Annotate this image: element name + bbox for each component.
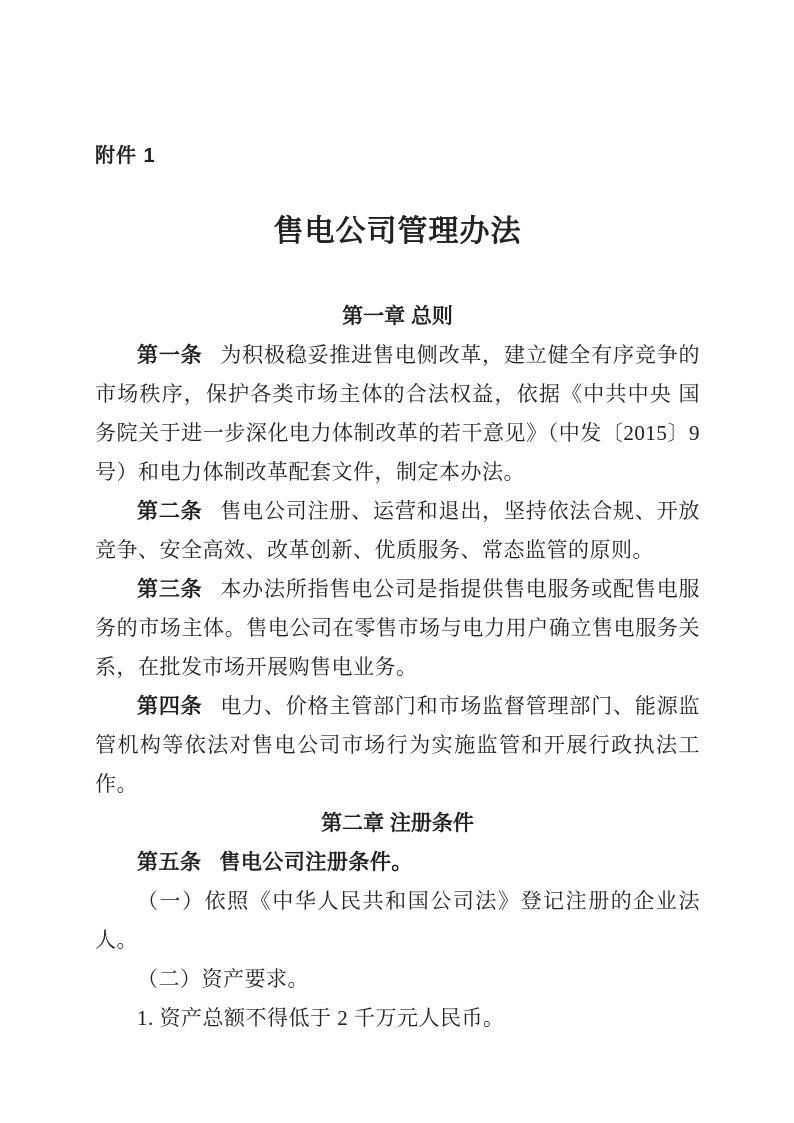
article-3-text: 本办法所指售电公司是指提供售电服务或配售电服务的市场主体。售电公司在零售市场与电力用户确立售电服务关系，在批发市场开展购售电业务。 (95, 577, 701, 679)
chapter-1-heading: 第一章 总则 (342, 305, 453, 328)
attachment-label: 附件 1 (95, 145, 156, 167)
article-4-label: 第四条 (137, 695, 203, 718)
article-3-paragraph (95, 570, 700, 687)
article-2-label: 第二条 (137, 500, 203, 523)
article-4-text: 电力、价格主管部门和市场监督管理部门、能源监管机构等依法对售电公司市场行为实施监管和开展行政执法工作。 (95, 694, 701, 796)
article-5-label: 第五条 (137, 851, 202, 874)
list-item-3: 1. 资产总额不得低于 2 千万元人民币。 (137, 1006, 505, 1030)
article-2-text: 售电公司注册、运营和退出，坚持依法合规、开放竞争、安全高效、改革创新、优质服务、常态监管的原则。 (95, 499, 701, 562)
article-4-paragraph (95, 687, 700, 804)
article-3-label: 第三条 (137, 578, 203, 601)
list-item-1: （一）依照《中华人民共和国公司法》登记注册的企业法人。 (95, 889, 700, 952)
article-1-text: 为积极稳妥推进售电侧改革，建立健全有序竞争的市场秩序，保护各类市场主体的合法权益，依据《中共中央 国务院关于进一步深化电力体制改革的若干意见》（中发〔2015〕9 号）和电力体制改革配套文件，制定本办法。 (95, 343, 701, 484)
article-1-paragraph (95, 336, 700, 492)
list-item-2: （二）资产要求。 (137, 967, 309, 991)
article-1-label: 第一条 (137, 344, 203, 367)
document-title: 售电公司管理办法 (273, 215, 522, 248)
article-5-paragraph (95, 843, 700, 882)
article-2-paragraph (95, 492, 700, 570)
article-5-text: 售电公司注册条件。 (219, 850, 413, 874)
chapter-2-heading: 第二章 注册条件 (321, 812, 474, 835)
